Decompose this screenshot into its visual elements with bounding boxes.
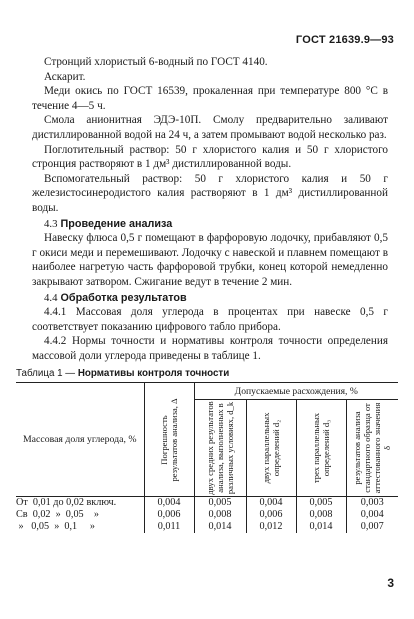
reagent-resin: Смола анионитная ЭДЭ-10П. Смолу предварительно заливают дистиллированной водой на 24 ч, а затем промывают водой несколько раз.	[32, 114, 388, 141]
absorption-solution: Поглотительный раствор: 50 г хлористого калия и 50 г хлористого стронция растворяют в 1 дм³ дистиллированной воды.	[32, 143, 388, 171]
table-caption-title: Нормативы контроля точности	[77, 368, 230, 379]
row-label: Св 0,02 » 0,05 »	[16, 509, 99, 520]
column-header-mass-fraction: Массовая доля углерода, %	[22, 433, 137, 445]
section-4-3-heading	[32, 217, 388, 232]
cell-dk: 0,005	[194, 497, 246, 510]
section-number: 4.3	[44, 217, 58, 230]
analysis-procedure: Навеску флюса 0,5 г помещают в фарфоровую лодочку, прибавляют 0,5 г окиси меди и перемешивают. Лодочку с навеской и плавнем помещают в наиболее нагретую часть фарфоровой трубки, конец которой немедленно закрывают затвором. Сжигание ведут в течение 2 мин.	[32, 232, 388, 288]
table-row	[16, 509, 398, 521]
auxiliary-solution: Вспомогательный раствор: 50 г хлористого калия и 50 г железистосинеродистого калия растворяют в 1 дм³ дистиллированной воды.	[32, 172, 388, 214]
table-caption-prefix: Таблица 1 —	[16, 368, 76, 379]
column-header-dk-text: двух средних результатов анализа, выполненных в различных условиях, d_k	[205, 401, 235, 495]
column-header-error-text: Погрешность результатов анализа, Δ	[159, 397, 179, 482]
column-header-d3-text: трех параллельных определений d₃	[311, 412, 331, 484]
cell-d2: 0,004	[246, 497, 296, 510]
group-header-tolerances: Допускаемые расхождения, %	[194, 383, 398, 400]
cell-d3: 0,005	[296, 497, 346, 510]
cell-error: 0,006	[144, 509, 194, 521]
accuracy-table	[16, 382, 398, 533]
section-4-4-heading	[32, 291, 388, 306]
reagent-strontium: Стронций хлористый 6-водный по ГОСТ 4140.	[44, 56, 268, 68]
cell-d2: 0,006	[246, 509, 296, 521]
column-header-delta-text: результатов анализа стандартного образца от аттестованного значения δ	[352, 402, 393, 494]
table-row	[16, 497, 398, 510]
column-header-dk	[194, 400, 246, 497]
reagent-copper-oxide: Меди окись по ГОСТ 16539, прокаленная при температуре 800 °С в течение 4—5 ч.	[32, 85, 388, 112]
column-header-error	[144, 383, 194, 497]
column-header-d2	[246, 400, 296, 497]
body-text	[32, 55, 388, 363]
cell-error: 0,011	[144, 521, 194, 533]
row-label: От 0,01 до 0,02 включ.	[16, 497, 117, 508]
standard-header: ГОСТ 21639.9—93	[295, 34, 394, 46]
cell-delta: 0,003	[346, 497, 398, 510]
clause-4-4-2: 4.4.2 Нормы точности и нормативы контроля точности определения массовой доли углерода приведены в таблице 1.	[32, 335, 388, 362]
section-title: Проведение анализа	[60, 217, 173, 230]
column-header-d2-text: двух параллельных определений d₂	[261, 412, 281, 484]
cell-error: 0,004	[144, 497, 194, 510]
section-number: 4.4	[44, 291, 58, 304]
row-label: » 0,05 » 0,1 »	[16, 521, 95, 532]
table-caption	[16, 368, 396, 379]
page-number: 3	[387, 576, 394, 590]
column-header-d3	[296, 400, 346, 497]
table-row	[16, 521, 398, 533]
cell-d3: 0,014	[296, 521, 346, 533]
column-header-delta	[346, 400, 398, 497]
cell-delta: 0,004	[346, 509, 398, 521]
cell-dk: 0,014	[194, 521, 246, 533]
clause-4-4-1: 4.4.1 Массовая доля углерода в процентах при навеске 0,5 г соответствует показанию цифрового табло прибора.	[32, 306, 388, 333]
cell-dk: 0,008	[194, 509, 246, 521]
cell-d2: 0,012	[246, 521, 296, 533]
section-title: Обработка результатов	[60, 291, 187, 304]
reagent-ascarite: Аскарит.	[44, 70, 86, 83]
cell-delta: 0,007	[346, 521, 398, 533]
cell-d3: 0,008	[296, 509, 346, 521]
